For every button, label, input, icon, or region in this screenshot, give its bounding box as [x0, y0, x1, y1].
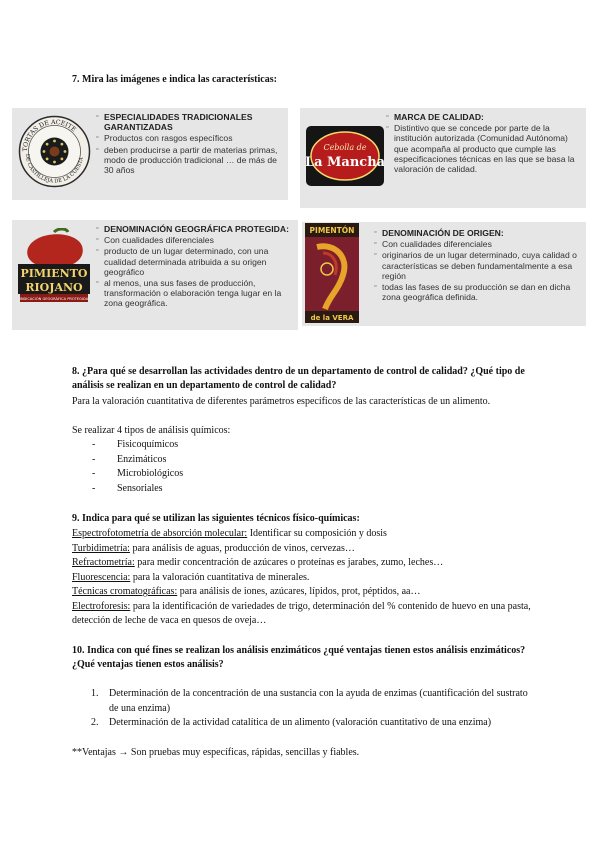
seal-bullet: ▫ deben producirse a partir de materias primas, modo de producción tradicional … de más de 30 años: [96, 145, 284, 176]
svg-text:PIMENTÓN: PIMENTÓN: [309, 226, 355, 235]
seal-logo-pimenton: [305, 223, 359, 323]
technique-term: Fluorescencia:: [72, 571, 131, 583]
seal-bullet: ▫ originarios de un lugar determinado, cuya calidad o características se deben fundamentalmente a esa región: [374, 250, 584, 281]
seal-heading: ▫ MARCA DE CALIDAD:: [386, 112, 584, 122]
seal-card-igp: [96, 224, 296, 309]
q10-title: 10. Indica con qué fines se realizan los análisis enzimáticos ¿qué ventajas tienen estos análisis enzimáticos? ¿Qué ventajas tienen estos análisis?: [72, 645, 526, 670]
q9-list: [72, 527, 534, 629]
svg-text:de la VERA: de la VERA: [310, 314, 354, 322]
q9-title: 9. Indica para qué se utilizan las siguientes técnicos físico-químicas:: [72, 513, 360, 524]
seal-bullet: ▫ al menos, una sus fases de producción, transformación o elaboración tenga lugar en la zona geográfica.: [96, 278, 296, 309]
seal-logo-pimiento: [14, 228, 94, 304]
list-item: - Sensoriales: [72, 482, 183, 497]
q9-item: [72, 527, 534, 542]
svg-text:RIOJANO: RIOJANO: [25, 281, 83, 294]
seal-bullet: ▫ producto de un lugar determinado, con una cualidad determinada atribuida a su origen geográfico: [96, 246, 296, 277]
q8-answer: Para la valoración cuantitativa de diferentes parámetros específicos de las características de un alimento.: [72, 396, 491, 407]
item-text: Determinación de la concentración de una sustancia con la ayuda de enzimas (cuantificación del sustrato de una enzima): [109, 688, 528, 714]
seal-bullet: ▫ Productos con rasgos específicos: [96, 133, 284, 143]
q9-item: [72, 600, 534, 629]
technique-term: Espectrofotometría de absorción molecular:: [72, 528, 248, 539]
seal-card-marca: [386, 112, 584, 174]
seal-logo-cebolla: [306, 126, 384, 186]
technique-term: Turbidimetría:: [72, 542, 130, 554]
q7-title: 7. Mira las imágenes e indica las características:: [72, 74, 277, 85]
seal-heading: ▫ DENOMINACIÓN GEOGRÁFICA PROTEGIDA:: [96, 224, 296, 234]
svg-text:INDICACIÓN GEOGRÁFICA PROTEGID: INDICACIÓN GEOGRÁFICA PROTEGIDA: [19, 297, 89, 301]
item-number: 2.: [91, 717, 99, 728]
seal-bullet: ▫ todas las fases de su producción se dan en dicha zona geográfica definida.: [374, 282, 584, 302]
q9-item: [72, 585, 534, 600]
list-item: - Microbiológicos: [72, 467, 183, 482]
seal-bullet: ▫ Distintivo que se concede por parte de la institución autorizada (Comunidad Autónoma) que acompaña al producto que cumple las especificaciones técnicas en las que se basa la valoración de calidad.: [386, 123, 584, 174]
technique-desc: para la valoración cuantitativa de minerales.: [130, 571, 310, 583]
svg-text:La Mancha: La Mancha: [306, 155, 384, 170]
technique-term: Electroforesis:: [72, 600, 131, 612]
seal-heading: ▫ ESPECIALIDADES TRADICIONALES GARANTIZADAS: [96, 112, 284, 132]
q8-intro: Se realizar 4 tipos de análisis químicos:: [72, 425, 231, 436]
seal-heading: ▫ DENOMINACIÓN DE ORIGEN:: [374, 228, 584, 238]
seal-bullet: ▫ Con cualidades diferenciales: [374, 239, 584, 249]
q9-item: [72, 542, 534, 557]
cebolla-mancha-logo-icon: [306, 126, 384, 186]
technique-desc: para medir concentración de azúcares o proteínas es jarabes, zumo, leches…: [134, 557, 444, 568]
technique-desc: para análisis de aguas, producción de vinos, cervezas…: [129, 542, 355, 554]
list-item: - Enzimáticos: [72, 453, 183, 468]
list-item: - Fisicoquímicos: [72, 438, 183, 453]
list-item: [72, 687, 534, 716]
q8-title: 8. ¿Para qué se desarrollan las actividades dentro de un departamento de control de calidad? ¿Qué tipo de análisis se realizan en un departamento de control de calidad?: [72, 366, 525, 391]
q9-item: [72, 571, 534, 586]
seal-card-etg: [96, 112, 284, 175]
item-number: 1.: [91, 688, 99, 699]
item-text: Determinación de la actividad catalítica de un alimento (valoración cuantitativo de una enzima): [109, 717, 492, 728]
q10-note: **Ventajas → Son pruebas muy específicas, rápidas, sencillas y fiables.: [72, 747, 360, 758]
q8-list: [72, 438, 183, 496]
technique-desc: para la identificación de variedades de trigo, determinación del % contenido de huevo en una pasta, detección de leche de vaca en quesos de oveja…: [72, 600, 531, 626]
technique-desc: para análisis de iones, azúcares, lípidos, prot, péptidos, aa…: [177, 586, 421, 597]
technique-term: Refractometría:: [72, 557, 135, 568]
list-item: [72, 716, 534, 731]
pimenton-vera-logo-icon: [305, 223, 359, 323]
seal-card-do: [374, 228, 584, 302]
q9-item: [72, 556, 534, 571]
technique-desc: Identificar su composición y dosis: [247, 528, 387, 539]
q10-list: [72, 687, 534, 731]
svg-text:DE CASTILLEJA DE LA CUESTA: DE CASTILLEJA DE LA CUESTA: [23, 153, 85, 185]
technique-term: Técnicas cromatográficas:: [72, 586, 178, 597]
svg-text:PIMIENTO: PIMIENTO: [20, 267, 88, 280]
etg-seal-icon: [17, 114, 92, 189]
seal-logo-etg: [17, 114, 92, 189]
svg-text:TORTAS DE ACEITE: TORTAS DE ACEITE: [21, 118, 78, 152]
pimiento-riojano-logo-icon: [14, 228, 94, 304]
seal-bullet: ▫ Con cualidades diferenciales: [96, 235, 296, 245]
svg-text:Cebolla de: Cebolla de: [323, 143, 367, 152]
